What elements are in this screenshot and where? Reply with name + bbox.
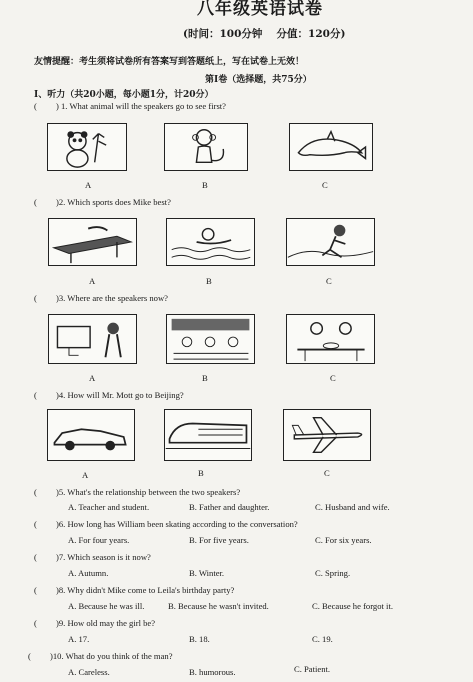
- option-a[interactable]: A. Teacher and student.: [68, 502, 150, 512]
- restaurant-icon[interactable]: [286, 314, 375, 364]
- option-b[interactable]: B. humorous.: [189, 667, 236, 677]
- plane-icon[interactable]: [283, 409, 371, 461]
- question-3: [34, 293, 168, 303]
- option-a[interactable]: A. Autumn.: [68, 568, 109, 578]
- question-8: [34, 585, 234, 595]
- option-c[interactable]: C. Because he forgot it.: [312, 601, 393, 611]
- option-a[interactable]: A. 17.: [68, 634, 90, 644]
- question-text: ) 1. What animal will the speakers go to see first?: [56, 101, 226, 111]
- question-text: )9. How old may the girl be?: [56, 618, 156, 628]
- question-text: )3. Where are the speakers now?: [56, 293, 168, 303]
- dolphin-icon[interactable]: [289, 123, 373, 171]
- option-a[interactable]: A. For four years.: [68, 535, 130, 545]
- question-9: [34, 618, 155, 628]
- option-letter-c: C: [322, 180, 328, 190]
- question-2: [34, 197, 171, 207]
- option-letter-b: B: [198, 468, 204, 478]
- option-a[interactable]: A. Because he was ill.: [68, 601, 145, 611]
- page-title: 八年级英语试卷: [197, 0, 323, 19]
- option-letter-c: C: [326, 276, 332, 286]
- answer-paren[interactable]: (: [34, 293, 37, 303]
- answer-paren[interactable]: (: [34, 519, 37, 529]
- train-icon[interactable]: [164, 409, 252, 461]
- exam-info: (时间：100分钟 分值：120分): [183, 28, 346, 40]
- part-heading: 第I卷（选择题，共75分）: [205, 75, 312, 85]
- cinema-icon[interactable]: [166, 314, 255, 364]
- option-c[interactable]: C. Husband and wife.: [315, 502, 390, 512]
- question-text: )2. Which sports does Mike best?: [56, 197, 171, 207]
- panda-icon[interactable]: [47, 123, 127, 171]
- car-icon[interactable]: [47, 409, 135, 461]
- office-icon[interactable]: [48, 314, 137, 364]
- option-c[interactable]: C. 19.: [312, 634, 333, 644]
- option-letter-a: A: [89, 276, 96, 286]
- swimming-icon[interactable]: [166, 218, 255, 266]
- question-text: )6. How long has William been skating according to the conversation?: [56, 519, 298, 529]
- option-letter-a: A: [85, 180, 92, 190]
- section-heading: I、听力（共20小题，每小题1分，计20分）: [34, 90, 214, 100]
- option-b[interactable]: B. 18.: [189, 634, 210, 644]
- monkey-icon[interactable]: [164, 123, 248, 171]
- question-text: )8. Why didn't Mike come to Leila's birthday party?: [56, 585, 235, 595]
- option-letter-c: C: [324, 468, 330, 478]
- option-letter-a: A: [89, 373, 96, 383]
- running-icon[interactable]: [286, 218, 375, 266]
- answer-paren[interactable]: (: [34, 390, 37, 400]
- question-text: )5. What's the relationship between the two speakers?: [56, 487, 241, 497]
- question-6: [34, 519, 298, 529]
- question-10: [28, 651, 173, 661]
- option-b[interactable]: B. Father and daughter.: [189, 502, 270, 512]
- answer-paren[interactable]: (: [34, 101, 37, 111]
- answer-paren[interactable]: (: [34, 618, 37, 628]
- notice-text: 友情提醒：考生须将试卷所有答案写到答题纸上，写在试卷上无效！: [34, 57, 305, 67]
- option-letter-c: C: [330, 373, 336, 383]
- question-text: )10. What do you think of the man?: [50, 651, 173, 661]
- question-5: [34, 487, 240, 497]
- option-c[interactable]: C. Spring.: [315, 568, 351, 578]
- option-letter-b: B: [202, 180, 208, 190]
- answer-paren[interactable]: (: [34, 197, 37, 207]
- option-a[interactable]: A. Careless.: [68, 667, 110, 677]
- answer-paren[interactable]: (: [34, 585, 37, 595]
- question-1: [34, 101, 226, 111]
- option-letter-b: B: [202, 373, 208, 383]
- option-b[interactable]: B. For five years.: [189, 535, 249, 545]
- question-text: )4. How will Mr. Mott go to Beijing?: [56, 390, 184, 400]
- question-7: [34, 552, 151, 562]
- option-b[interactable]: B. Winter.: [189, 568, 225, 578]
- option-b[interactable]: B. Because he wasn't invited.: [168, 601, 269, 611]
- option-c[interactable]: C. Patient.: [294, 664, 331, 674]
- option-letter-b: B: [206, 276, 212, 286]
- answer-paren[interactable]: (: [34, 487, 37, 497]
- option-letter-a: A: [82, 470, 89, 480]
- option-c[interactable]: C. For six years.: [315, 535, 372, 545]
- question-text: )7. Which season is it now?: [56, 552, 151, 562]
- question-4: [34, 390, 184, 400]
- answer-paren[interactable]: (: [34, 552, 37, 562]
- table-tennis-icon[interactable]: [48, 218, 137, 266]
- answer-paren[interactable]: (: [28, 651, 31, 661]
